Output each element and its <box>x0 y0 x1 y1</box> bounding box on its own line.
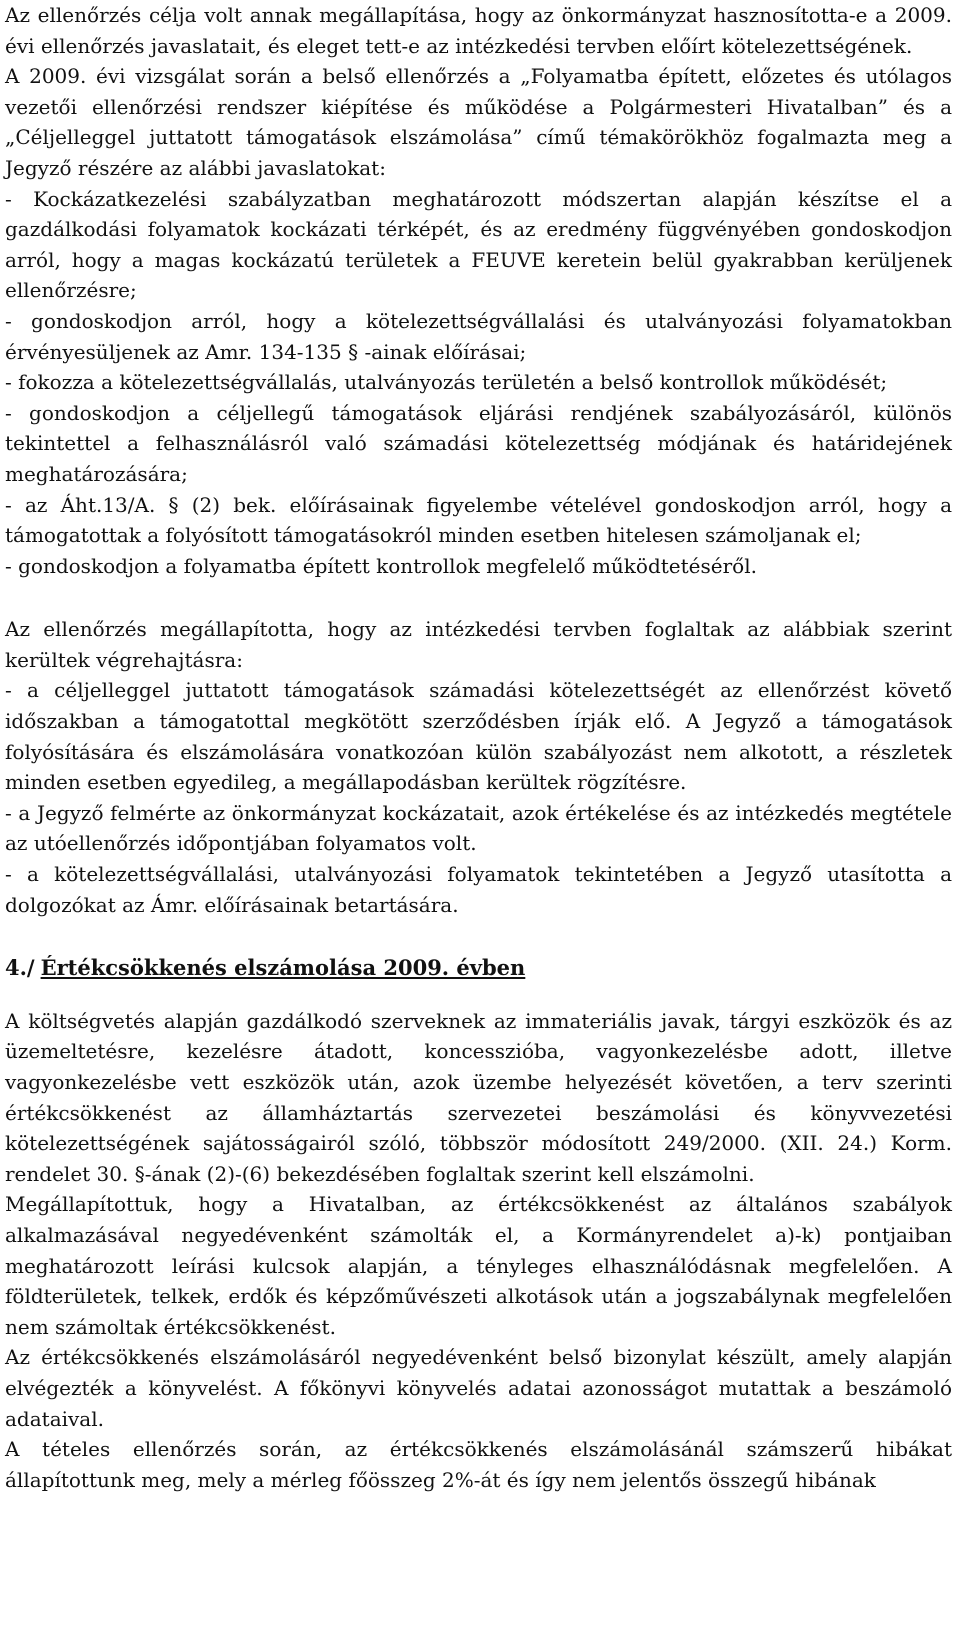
recommendation-item-grant-accounting: - az Áht.13/A. § (2) bek. előírásainak figyelembe vételével gondoskodjon arról, hogy a támogatottak a folyósított támogatásokról minden esetben hitelesen számoljanak el; <box>5 492 952 548</box>
paragraph-implementation-findings: Az ellenőrzés megállapította, hogy az intézkedési tervben foglaltak az alábbiak szerint kerültek végrehajtásra: <box>5 617 952 672</box>
section-heading <box>5 953 952 984</box>
paragraph-depreciation-findings: Megállapítottuk, hogy a Hivatalban, az értékcsökkenést az általános szabályok alkalmazásával negyedévenként számolták el, a Kormányrendelet a)-k) pontjaiban meghatározott leírási kulcsok alapján, a tényleges elhasználódásnak megfelelően. A földterületek, telkek, erdők és képzőművészeti alkotások után a jogszabálynak megfelelően nem számoltak értékcsökkenést. <box>5 1192 952 1339</box>
recommendation-item-commitment-processes: - gondoskodjon arról, hogy a kötelezettségvállalási és utalványozási folyamatokban érvényesüljenek az Amr. 134-135 § -ainak előírásai; <box>5 308 952 364</box>
recommendation-item-risk-map: - Kockázatkezelési szabályzatban meghatározott módszertan alapján készítse el a gazdálkodási folyamatok kockázati térképét, és az eredmény függvényében gondoskodjon arról, hogy a magas kockázatú területek a FEUVE keretein belül gyakrabban kerüljenek ellenőrzésre; <box>5 186 952 303</box>
paragraph-2009-audit-recommendations: A 2009. évi vizsgálat során a belső ellenőrzés a „Folyamatba épített, előzetes és utólagos vezetői ellenőrzési rendszer kiépítése és működése a Polgármesteri Hivatalban” és a „Céljelleggel juttatott támogatások elszámolása” című témakörökhöz fogalmazta meg a Jegyző részére az alábbi javaslatokat: <box>5 64 952 180</box>
finding-item-payment-processes: - a kötelezettségvállalási, utalványozási folyamatok tekintetében a Jegyző utasította a dolgozókat az Ámr. előírásainak betartására. <box>5 862 952 917</box>
paragraph-spacer <box>5 581 952 614</box>
paragraph-depreciation-bookkeeping: Az értékcsökkenés elszámolásáról negyedévenként belső bizonylat készült, amely alapján elvégezték a könyvelést. A főkönyvi könyvelés adatai azonosságot mutattak a beszámoló adataival. <box>5 1345 952 1431</box>
paragraph-spacer <box>5 920 952 953</box>
paragraph-spacer <box>5 984 952 1006</box>
recommendation-item-grant-procedures: - gondoskodjon a céljellegű támogatások eljárási rendjének szabályozásáról, különös tekintettel a felhasználásról való számadási kötelezettség módjának és határidejének meghatározására; <box>5 400 952 486</box>
paragraph-audit-purpose: Az ellenőrzés célja volt annak megállapítása, hogy az önkormányzat hasznosította-e a 2009. évi ellenőrzés javaslatait, és eleget tett-e az intézkedési tervben előírt kötelezettségének. <box>5 3 952 58</box>
section-number: 4./ <box>5 955 35 981</box>
section-title: Értékcsökkenés elszámolása 2009. évben <box>40 955 526 981</box>
recommendation-item-process-controls: - gondoskodjon a folyamatba épített kontrollok megfelelő működtetéséről. <box>5 553 757 578</box>
paragraph-itemized-audit: A tételes ellenőrzés során, az értékcsökkenés elszámolásánál számszerű hibákat állapítottunk meg, mely a mérleg főösszeg 2%-át és így nem jelentős összegű hibának <box>5 1437 952 1492</box>
finding-item-grant-obligations: - a céljelleggel juttatott támogatások számadási kötelezettségét az ellenőrzést követő időszakban a támogatottal megkötött szerződésben írják elő. A Jegyző a támogatások folyósítására és elszámolására vonatkozóan külön szabályozást nem alkotott, a részletek minden esetben egyedileg, a megállapodásban kerültek rögzítésre. <box>5 678 952 795</box>
paragraph-depreciation-rules: A költségvetés alapján gazdálkodó szerveknek az immateriális javak, tárgyi eszközök és az üzemeltetésre, kezelésre átadott, koncesszióba, vagyonkezelésbe adott, illetve vagyonkezelésbe vett eszközök után, azok üzembe helyezését követően, a terv szerinti értékcsökkenést az államháztartás szervezetei beszámolási és könyvvezetési kötelezettségének sajátosságairól szóló, többször módosított 249/2000. (XII. 24.) Korm. rendelet 30. §-ának (2)-(6) bekezdésében foglaltak szerint kell elszámolni. <box>5 1008 952 1186</box>
finding-item-risk-assessment: - a Jegyző felmérte az önkormányzat kockázatait, azok értékelése és az intézkedés megtétele az utóellenőrzés időpontjában folyamatos volt. <box>5 800 952 856</box>
recommendation-item-internal-controls: - fokozza a kötelezettségvállalás, utalványozás területén a belső kontrollok működését; <box>5 370 888 395</box>
